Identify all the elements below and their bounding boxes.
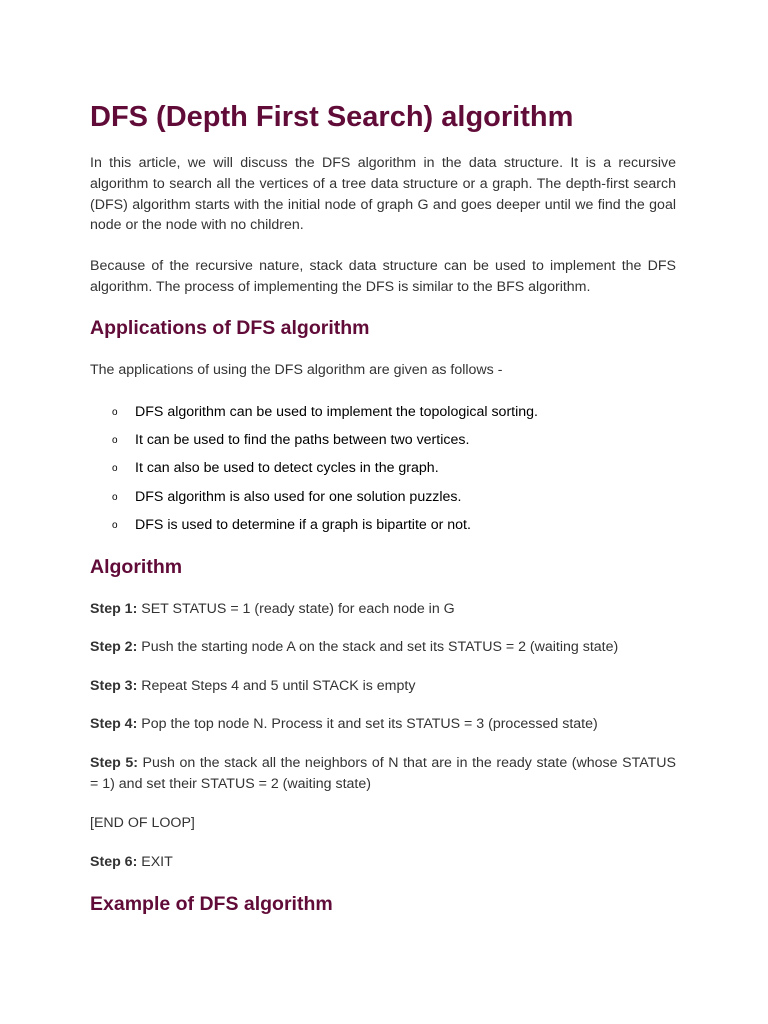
step-label: Step 4: [90, 716, 138, 732]
step-text: Pop the top node N. Process it and set its STATUS = 3 (processed state) [137, 716, 598, 732]
algorithm-step [90, 714, 676, 735]
bullet-icon: o [112, 519, 118, 531]
algorithm-step [90, 637, 676, 658]
step-label: Step 3: [90, 678, 138, 694]
list-item [90, 400, 676, 428]
intro-paragraph-2: Because of the recursive nature, stack data structure can be used to implement the DFS algorithm. The process of implementing the DFS is similar to the BFS algorithm. [90, 258, 676, 295]
bullet-icon: o [112, 463, 118, 475]
list-item-text: DFS algorithm can be used to implement the topological sorting. [135, 404, 538, 420]
algorithm-heading: Algorithm [90, 556, 183, 578]
list-item [90, 485, 676, 513]
step-text: EXIT [137, 854, 173, 870]
algorithm-step [90, 753, 676, 795]
applications-heading: Applications of DFS algorithm [90, 317, 370, 339]
step-label: Step 6: [90, 854, 138, 870]
list-item-text: DFS is used to determine if a graph is bipartite or not. [135, 516, 471, 533]
list-item-text: It can also be used to detect cycles in the graph. [135, 460, 439, 477]
step-text: Repeat Steps 4 and 5 until STACK is empty [137, 678, 416, 694]
example-heading: Example of DFS algorithm [90, 893, 333, 915]
step-text: Push the starting node A on the stack and set its STATUS = 2 (waiting state) [137, 639, 619, 655]
list-item-text: It can be used to find the paths between two vertices. [135, 432, 470, 449]
bullet-icon: o [112, 435, 118, 447]
applications-list [90, 400, 676, 541]
step-text: Push on the stack all the neighbors of N that are in the ready state (whose STATUS = 1) and set their STATUS = 2 (waiting state) [90, 755, 676, 792]
page-title: DFS (Depth First Search) algorithm [90, 101, 574, 133]
step-text: SET STATUS = 1 (ready state) for each node in G [137, 601, 455, 617]
algorithm-step [90, 599, 676, 620]
intro-paragraph-1: In this article, we will discuss the DFS algorithm in the data structure. It is a recursive algorithm to search all the vertices of a tree data structure or a graph. The depth-first search (DFS) algorithm starts with the initial node of graph G and goes deeper until we find the goal node or the node with no children. [90, 155, 676, 234]
algorithm-step [90, 852, 676, 873]
bullet-icon: o [112, 491, 118, 503]
step-label: Step 1: [90, 601, 138, 617]
list-item-text: DFS algorithm is also used for one solution puzzles. [135, 488, 462, 505]
list-item [90, 456, 676, 484]
bullet-icon: o [112, 407, 118, 418]
applications-lead: The applications of using the DFS algorithm are given as follows - [90, 362, 503, 378]
list-item [90, 513, 676, 541]
step-label: Step 5: [90, 755, 138, 771]
algorithm-step [90, 676, 676, 697]
end-of-loop: [END OF LOOP] [90, 815, 195, 831]
step-label: Step 2: [90, 639, 138, 655]
list-item [90, 428, 676, 456]
